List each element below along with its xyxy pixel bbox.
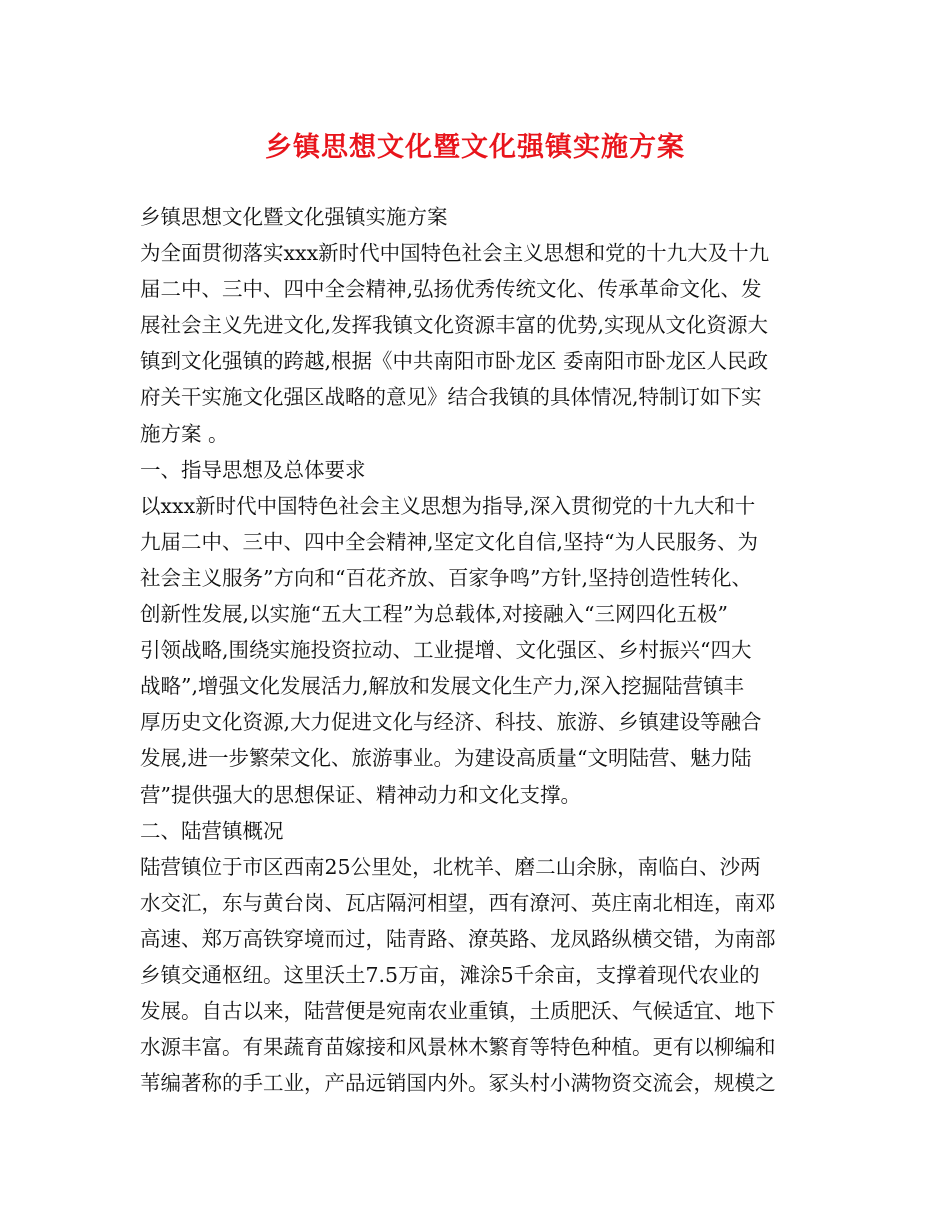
text-line: 乡镇交通枢纽。这里沃土7.5万亩，滩涂5千余亩，支撑着现代农业的	[140, 962, 760, 987]
text-line: 镇到文化强镇的跨越,根据《中共南阳市卧龙区 委南阳市卧龙区人民政	[140, 349, 769, 374]
text-line: 届二中、三中、四中全会精神,弘扬优秀传统文化、传承革命文化、发	[140, 277, 762, 302]
text-line: 苇编著称的手工业，产品远销国内外。冢头村小满物资交流会，规模之	[140, 1071, 776, 1096]
text-line: 发展。自古以来，陆营便是宛南农业重镇，土质肥沃、气候适宜、地下	[140, 999, 776, 1024]
text-line: 引领战略,围绕实施投资拉动、工业提增、文化强区、乡村振兴“四大	[140, 638, 752, 663]
text-line: 发展,进一步繁荣文化、旅游事业。为建设高质量“文明陆营、魅力陆	[140, 746, 752, 771]
section-heading: 二、陆营镇概况	[140, 818, 284, 843]
document-title: 乡镇思想文化暨文化强镇实施方案	[265, 132, 685, 163]
text-line: 水源丰富。有果蔬育苗嫁接和风景林木繁育等特色种植。更有以柳编和	[140, 1035, 776, 1060]
section-heading: 一、指导思想及总体要求	[140, 457, 366, 482]
text-line: 厚历史文化资源,大力促进文化与经济、科技、旅游、乡镇建设等融合	[140, 710, 762, 735]
text-line: 战略”,增强文化发展活力,解放和发展文化生产力,深入挖掘陆营镇丰	[140, 674, 745, 699]
text-line: 府关干实施文化强区战略的意见》结合我镇的具体情况,特制订如下实	[140, 385, 762, 410]
text-line: 展社会主义先进文化,发挥我镇文化资源丰富的优势,实现从文化资源大	[140, 313, 769, 338]
text-line: 以xxx新时代中国特色社会主义思想为指导,深入贯彻党的十九大和十	[140, 493, 756, 518]
text-line: 陆营镇位于市区西南25公里处，北枕羊、磨二山余脉，南临白、沙两	[140, 854, 761, 879]
text-line: 营”提供强大的思想保证、精神动力和文化支撑。	[140, 782, 581, 807]
text-line: 高速、郑万高铁穿境而过，陆青路、潦英路、龙凤路纵横交错，为南部	[140, 926, 776, 951]
text-line: 为全面贯彻落实xxx新时代中国特色社会主义思想和党的十九大及十九	[140, 241, 770, 266]
text-line: 乡镇思想文化暨文化强镇实施方案	[140, 205, 448, 229]
text-line: 社会主义服务”方向和“百花齐放、百家争鸣”方针,坚持创造性转化、	[140, 565, 752, 590]
text-line: 九届二中、三中、四中全会精神,坚定文化自信,坚持“为人民服务、为	[140, 529, 759, 554]
text-line: 施方案 。	[140, 421, 229, 446]
document-body	[140, 199, 830, 1101]
text-line: 创新性发展,以实施“五大工程”为总载体,对接融入“三网四化五极”	[140, 602, 728, 627]
text-line: 水交汇，东与黄台岗、瓦店隔河相望，西有潦河、英庄南北相连，南邓	[140, 890, 776, 915]
